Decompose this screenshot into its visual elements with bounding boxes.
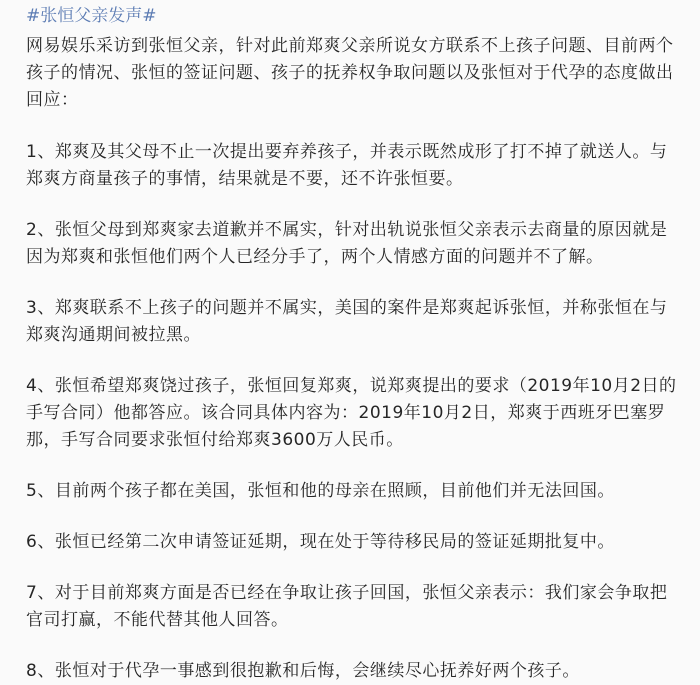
list-item-4: 4、张恒希望郑爽饶过孩子，张恒回复郑爽，说郑爽提出的要求（2019年10月2日的手写合同）他都答应。该合同具体内容为：2019年10月2日，郑爽于西班牙巴塞罗那，手写合同要求张恒付给郑爽3600万人民币。 (26, 376, 677, 450)
list-item-2: 2、张恒父母到郑爽家去道歉并不属实，针对出轨说张恒父亲表示去商量的原因就是因为郑爽和张恒他们两个人已经分手了，两个人情感方面的问题并不了解。 (26, 220, 668, 267)
list-item-5: 5、目前两个孩子都在美国，张恒和他的母亲在照顾，目前他们并无法回国。 (26, 481, 615, 501)
hashtag-link[interactable]: #张恒父亲发声# (26, 6, 157, 26)
list-item-8: 8、张恒对于代孕一事感到很抱歉和后悔，会继续尽心抚养好两个孩子。 (26, 661, 580, 681)
list-item-3: 3、郑爽联系不上孩子的问题并不属实，美国的案件是郑爽起诉张恒，并称张恒在与郑爽沟通期间被拉黑。 (26, 298, 668, 345)
list-item-7: 7、对于目前郑爽方面是否已经在争取让孩子回国，张恒父亲表示：我们家会争取把官司打赢，不能代替其他人回答。 (26, 583, 668, 630)
intro-paragraph: 网易娱乐采访到张恒父亲，针对此前郑爽父亲所说女方联系不上孩子问题、目前两个孩子的情况、张恒的签证问题、孩子的抚养权争取问题以及张恒对于代孕的态度做出回应： (26, 36, 674, 110)
list-item-6: 6、张恒已经第二次申请签证延期，现在处于等待移民局的签证延期批复中。 (26, 532, 615, 552)
list-item-1: 1、郑爽及其父母不止一次提出要弃养孩子，并表示既然成形了打不掉了就送人。与郑爽方商量孩子的事情，结果就是不要，还不许张恒要。 (26, 142, 668, 189)
